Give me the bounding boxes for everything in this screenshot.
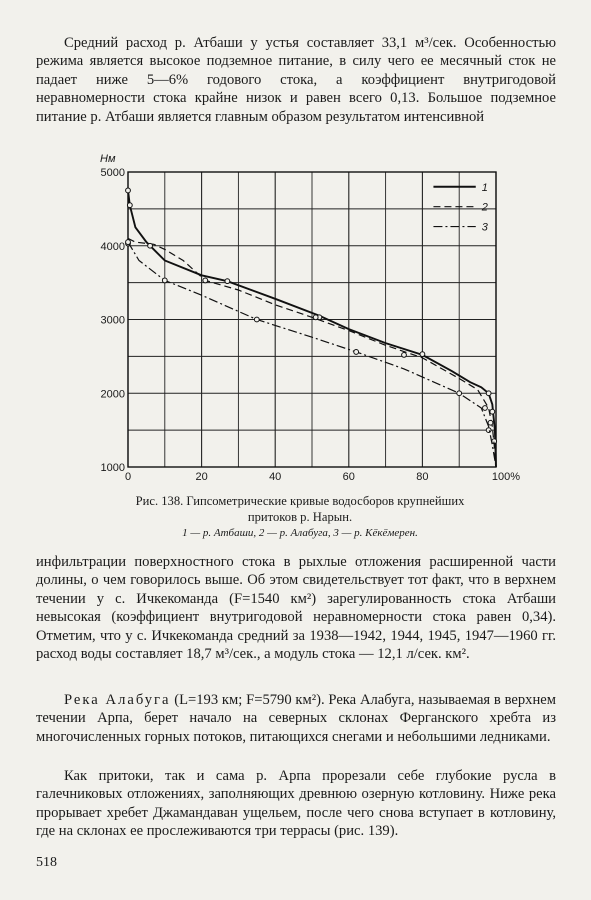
figure-caption <box>60 493 540 541</box>
y-tick-label: 4000 <box>100 240 125 253</box>
legend-label-2: 2 <box>481 201 488 214</box>
series-3-point <box>254 317 259 322</box>
series-1-point <box>225 279 230 284</box>
series-3-point <box>354 350 359 355</box>
caption-line-2: притоков р. Нарын. <box>247 510 353 524</box>
x-tick-label: 60 <box>342 471 355 483</box>
series-3-point <box>488 420 493 425</box>
y-tick-label: 2000 <box>100 388 125 401</box>
y-axis-label: Нм <box>100 153 116 165</box>
chart-curves <box>126 188 497 467</box>
series-1-point <box>127 203 132 208</box>
series-1-point <box>420 352 425 357</box>
river-name-heading: Река Алабуга <box>64 692 171 708</box>
caption-legend: 1 — р. Атбаши, 2 — р. Алабуга, 3 — р. Кёкёмерен. <box>182 527 418 539</box>
y-tick-label: 5000 <box>100 167 125 179</box>
series-2-point <box>486 428 491 433</box>
paragraph-intro: Средний расход р. Атбаши у устья составляет 33,1 м³/сек. Особенностью режима является высокое подземное питание, в силу чего ее месячный сток не падает ниже 5—6% годового стока, а коэффициент внутригодовой неравномерности стока крайне низок и равен всего 0,13. Большое подземное питание р. Атбаши является главным образом результатом интенсивной <box>36 35 556 125</box>
page-number: 518 <box>36 855 57 870</box>
series-1-point <box>490 409 495 414</box>
paragraph-infiltration: инфильтрации поверхностного стока в рыхлые отложения расширенной части долины, о чем говорилось выше. Об этом свидетельствует тот факт, что в верхнем течении у с. Ичкекоманда (F=1540 км²) зарегулированность стока Атбаши невысокая (коэффициент внутригодовой неравномерности стока равен 0,34). Отметим, что у с. Ичкекоманда средний за 1938—1942, 1944, 1945, 1947—1960 гг. расход воды составляет 18,7 м³/сек., а модуль стока — 12,1 л/сек. км². <box>36 554 556 663</box>
paragraph-alabuga-text: (L=193 км; F=5790 км²). Река Алабуга, называемая в верхнем течении Арпа, берет начало на северных склонах Ферганского хребта из многочисленных горных потоков, питающихся снегами и небольшими ледниками. <box>36 692 556 745</box>
paragraph-arpa: Как притоки, так и сама р. Арпа прорезали себе глубокие русла в галечниковых отложениях, заполняющих древнюю озерную котловину. Ниже река прорывает хребет Джамандаван ущельем, после чего снова вступает в котловину, где на склонах ее прослеживаются три террасы (рис. 139). <box>36 768 556 840</box>
x-tick-label: 40 <box>269 471 282 483</box>
chart-ticks <box>100 153 520 483</box>
paragraph-alabuga <box>36 691 556 746</box>
hypsometric-chart <box>92 150 522 488</box>
series-2-point <box>483 406 488 411</box>
series-1-point <box>126 188 131 193</box>
y-tick-label: 3000 <box>100 314 125 327</box>
x-tick-label: 80 <box>416 471 429 483</box>
chart-grid <box>128 172 496 467</box>
x-tick-label: 100% <box>491 471 521 483</box>
series-2-point <box>313 315 318 320</box>
x-tick-label: 0 <box>124 471 132 483</box>
series-3-point <box>457 391 462 396</box>
series-2-point <box>402 353 407 358</box>
chart-legend <box>433 182 488 234</box>
series-1-point <box>486 391 491 396</box>
series-2-point <box>148 243 153 248</box>
series-3-point <box>162 278 167 283</box>
series-2-point <box>203 278 208 283</box>
x-tick-label: 20 <box>195 471 208 483</box>
legend-label-3: 3 <box>481 221 488 234</box>
caption-line-1: Рис. 138. Гипсометрические кривые водосборов крупнейших <box>135 494 465 508</box>
series-3-point <box>126 240 131 245</box>
legend-label-1: 1 <box>481 181 488 194</box>
y-tick-label: 1000 <box>100 462 125 474</box>
